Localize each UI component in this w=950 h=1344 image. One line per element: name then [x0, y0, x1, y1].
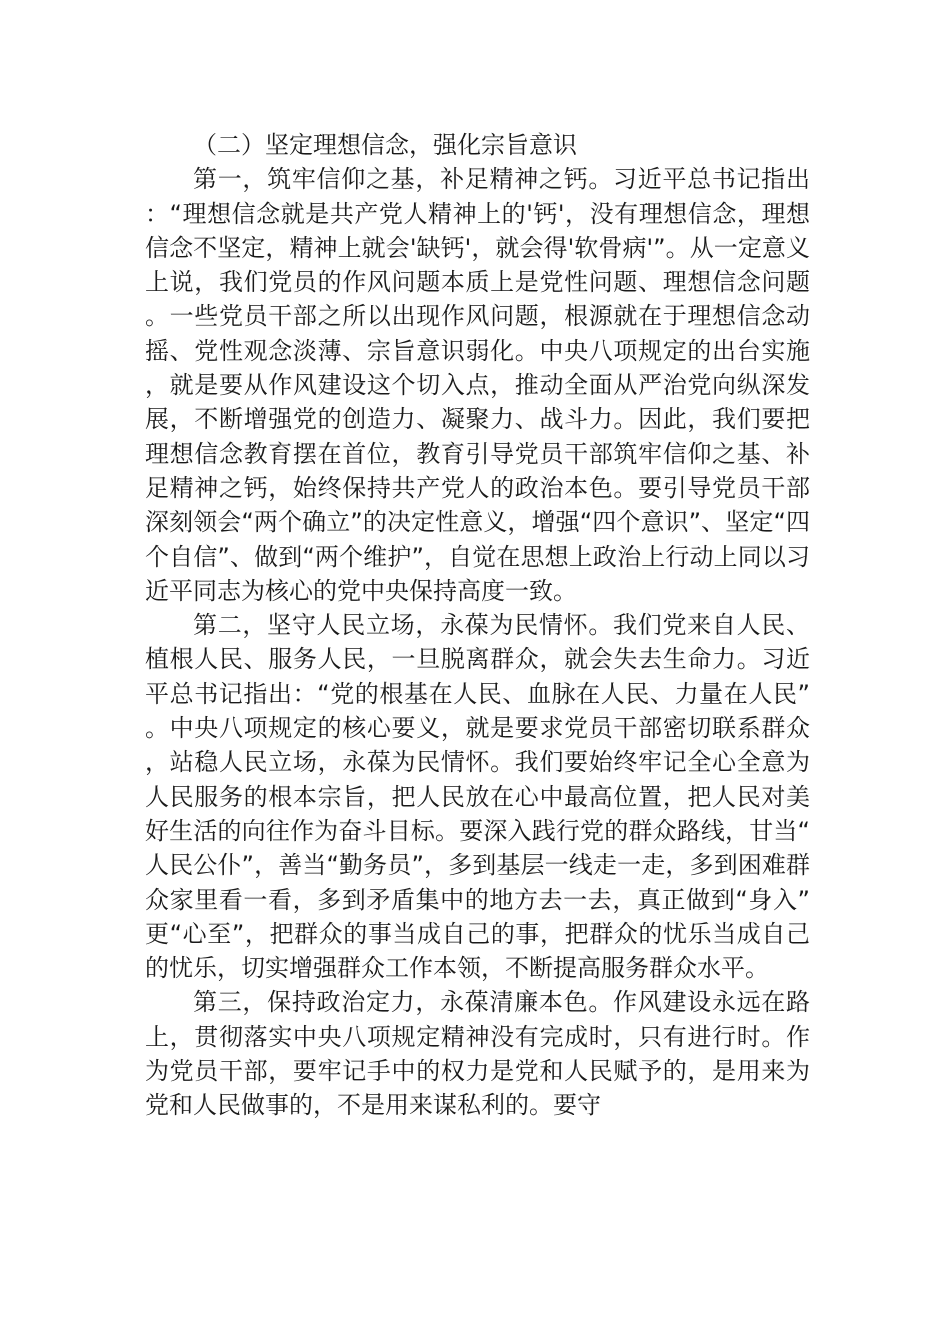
- paragraph-1: 第一，筑牢信仰之基，补足精神之钙。习近平总书记指出：“理想信念就是共产党人精神上的'钙'，没有理想信念，理想信念不坚定，精神上就会'缺钙'，就会得'软骨病'”。从一定意义上说，我们党员的作风问题本质上是党性问题、理想信念问题。一些党员干部之所以出现作风问题，根源就在于理想信念动摇、党性观念淡薄、宗旨意识弱化。中央八项规定的出台实施，就是要从作风建设这个切入点，推动全面从严治党向纵深发展，不断增强党的创造力、凝聚力、战斗力。因此，我们要把理想信念教育摆在首位，教育引导党员干部筑牢信仰之基、补足精神之钙，始终保持共产党人的政治本色。要引导党员干部深刻领会“两个确立”的决定性意义，增强“四个意识”、坚定“四个自信”、做到“两个维护”，自觉在思想上政治上行动上同以习近平同志为核心的党中央保持高度一致。: [145, 165, 810, 605]
- paragraph-2: 第二，坚守人民立场，永葆为民情怀。我们党来自人民、植根人民、服务人民，一旦脱离群众，就会失去生命力。习近平总书记指出：“党的根基在人民、血脉在人民、力量在人民”。中央八项规定的核心要义，就是要求党员干部密切联系群众，站稳人民立场，永葆为民情怀。我们要始终牢记全心全意为人民服务的根本宗旨，把人民放在心中最高位置，把人民对美好生活的向往作为奋斗目标。要深入践行党的群众路线，甘当“人民公仆”，善当“勤务员”，多到基层一线走一走，多到困难群众家里看一看，多到矛盾集中的地方去一去，真正做到“身入”更“心至”，把群众的事当成自己的事，把群众的忧乐当成自己的忧乐，切实增强群众工作本领，不断提高服务群众水平。: [145, 611, 810, 983]
- document-body: [145, 128, 810, 1123]
- section-heading: （二）坚定理想信念，强化宗旨意识: [193, 131, 577, 159]
- paragraph-3: 第三，保持政治定力，永葆清廉本色。作风建设永远在路上，贯彻落实中央八项规定精神没有完成时，只有进行时。作为党员干部，要牢记手中的权力是党和人民赋予的，是用来为党和人民做事的，不是用来谋私利的。要守: [145, 988, 810, 1120]
